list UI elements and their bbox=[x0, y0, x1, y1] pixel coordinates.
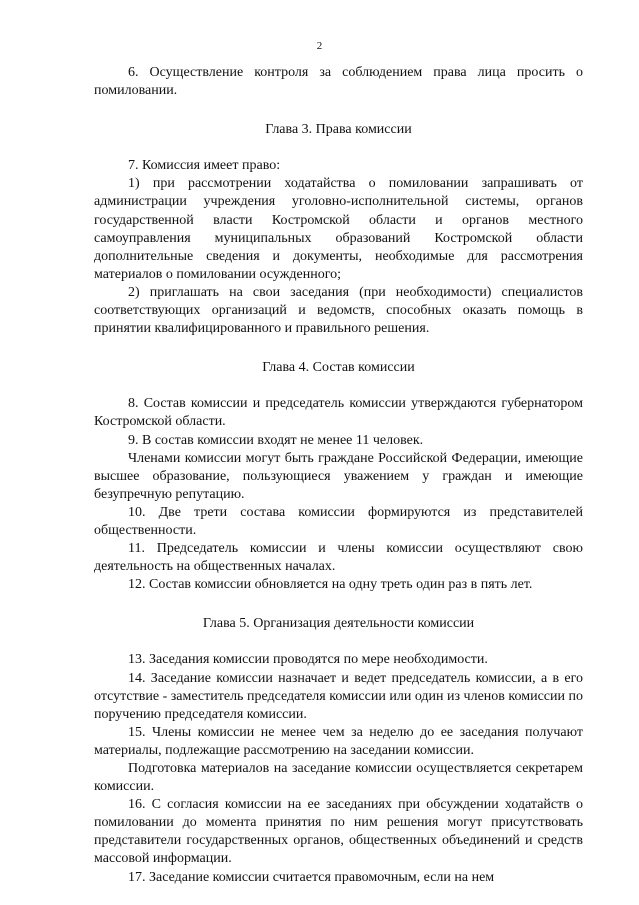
paragraph-members: Членами комиссии могут быть граждане Российской Федерации, имеющие высшее образование, пользующиеся уважением у граждан и имеющие безупречную репутацию. bbox=[94, 450, 583, 502]
paragraph-item-7: 7. Комиссия имеет право: bbox=[128, 158, 281, 174]
paragraph-item-14: 14. Заседание комиссии назначает и ведет председатель комиссии, а в его отсутствие - заместитель председателя комиссии или один из членов комиссии по поручению председателя комиссии. bbox=[94, 670, 583, 722]
paragraph-item-15: 15. Члены комиссии не менее чем за неделю до ее заседания получают материалы, подлежащие рассмотрению на заседании комиссии. bbox=[94, 724, 583, 758]
paragraph-item-8: 8. Состав комиссии и председатель комиссии утверждаются губернатором Костромской области. bbox=[94, 396, 583, 430]
chapter-5-heading: Глава 5. Организация деятельности комиссии bbox=[202, 616, 475, 632]
paragraph-preparation: Подготовка материалов на заседание комиссии осуществляется секретарем комиссии. bbox=[94, 761, 583, 795]
paragraph-item-7-2: 2) приглашать на свои заседания (при необходимости) специалистов соответствующих организаций и ведомств, способных оказать помощь в принятии квалифицированного и правильного решения. bbox=[94, 284, 583, 337]
paragraph-item-10: 10. Две трети состава комиссии формируются из представителей общественности. bbox=[94, 504, 583, 538]
chapter-3-heading: Глава 3. Права комиссии bbox=[265, 122, 412, 138]
paragraph-item-6: 6. Осуществление контроля за соблюдением права лица просить о помиловании. bbox=[94, 65, 583, 99]
paragraph-item-12: 12. Состав комиссии обновляется на одну треть один раз в пять лет. bbox=[128, 577, 533, 593]
page-number: 2 bbox=[316, 40, 323, 52]
document-body bbox=[94, 64, 583, 887]
paragraph-item-9: 9. В состав комиссии входят не менее 11 человек. bbox=[128, 432, 424, 448]
paragraph-item-16: 16. С согласия комиссии на ее заседаниях при обсуждении ходатайств о помиловании до момента принятия по ним решения могут присутствовать представители государственных органов, общественных объединений и средств массовой информации. bbox=[94, 797, 583, 867]
paragraph-item-7-1: 1) при рассмотрении ходатайства о помиловании запрашивать от администрации учреждения уголовно-исполнительной системы, органов государственной власти Костромской области и органов местного самоуправления муниципальных образований Костромской области дополнительные сведения и документы, необходимые для рассмотрения материалов о помиловании осужденного; bbox=[94, 176, 583, 282]
paragraph-item-17: 17. Заседание комиссии считается правомочным, если на нем bbox=[128, 869, 495, 885]
paragraph-item-11: 11. Председатель комиссии и члены комиссии осуществляют свою деятельность на общественных началах. bbox=[94, 541, 583, 575]
paragraph-item-13: 13. Заседания комиссии проводятся по мере необходимости. bbox=[128, 652, 488, 668]
chapter-4-heading: Глава 4. Состав комиссии bbox=[262, 360, 415, 376]
